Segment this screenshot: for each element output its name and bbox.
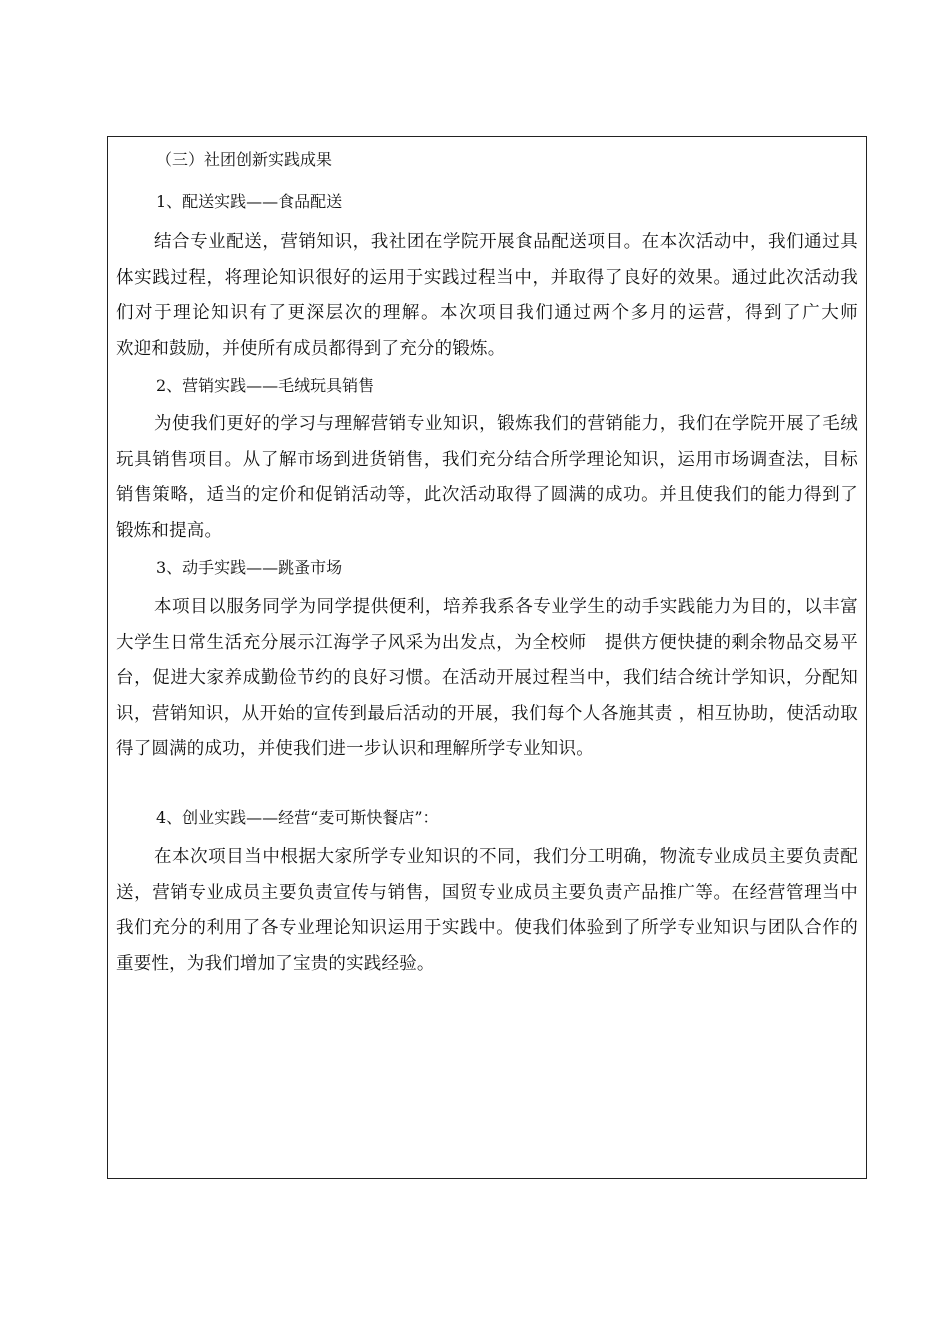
document-frame [107,136,894,1179]
item-2-heading: 2、营销实践——毛绒玩具销售 [156,376,375,395]
item-2-paragraph: 为使我们更好的学习与理解营销专业知识，锻炼我们的营销能力，我们在学院开展了毛绒玩具销售项目。从了解市场到进货销售，我们充分结合所学理论知识，运用市场调查法，目标销售策略，适当的定价和促销活动等，此次活动取得了圆满的成功。并且使我们的能力得到了锻炼和提高。 [116,414,858,541]
item-3-paragraph: 本项目以服务同学为同学提供便利，培养我系各专业学生的动手实践能力为目的，以丰富大学生日常生活充分展示江海学子风采为出发点，为全校师 提供方便快捷的剩余物品交易平台，促进大家养成勤俭节约的良好习惯。在活动开展过程当中，我们结合统计学知识，分配知识，营销知识，从开始的宣传到最后活动的开展，我们每个人各施其责 ，相互协助，使活动取得了圆满的成功，并使我们进一步认识和理解所学专业知识。 [116,597,858,759]
item-4-heading: 4、创业实践——经营“麦可斯快餐店”： [156,808,439,827]
item-1-paragraph: 结合专业配送，营销知识，我社团在学院开展食品配送项目。在本次活动中，我们通过具体实践过程，将理论知识很好的运用于实践过程当中，并取得了良好的效果。通过此次活动我们对于理论知识有了更深层次的理解。本次项目我们通过两个多月的运营，得到了广大师 欢迎和鼓励，并使所有成员都得到了充分的锻炼。 [116,232,894,359]
item-3-heading: 3、动手实践——跳蚤市场 [156,558,343,577]
item-4-paragraph: 在本次项目当中根据大家所学专业知识的不同，我们分工明确，物流专业成员主要负责配送，营销专业成员主要负责宣传与销售，国贸专业成员主要负责产品推广等。在经营管理当中我们充分的利用了各专业理论知识运用于实践中。使我们体验到了所学专业知识与团队合作的重要性，为我们增加了宝贵的实践经验。 [116,847,858,974]
section-title: （三）社团创新实践成果 [156,150,333,169]
item-1-heading: 1、配送实践——食品配送 [156,192,343,211]
